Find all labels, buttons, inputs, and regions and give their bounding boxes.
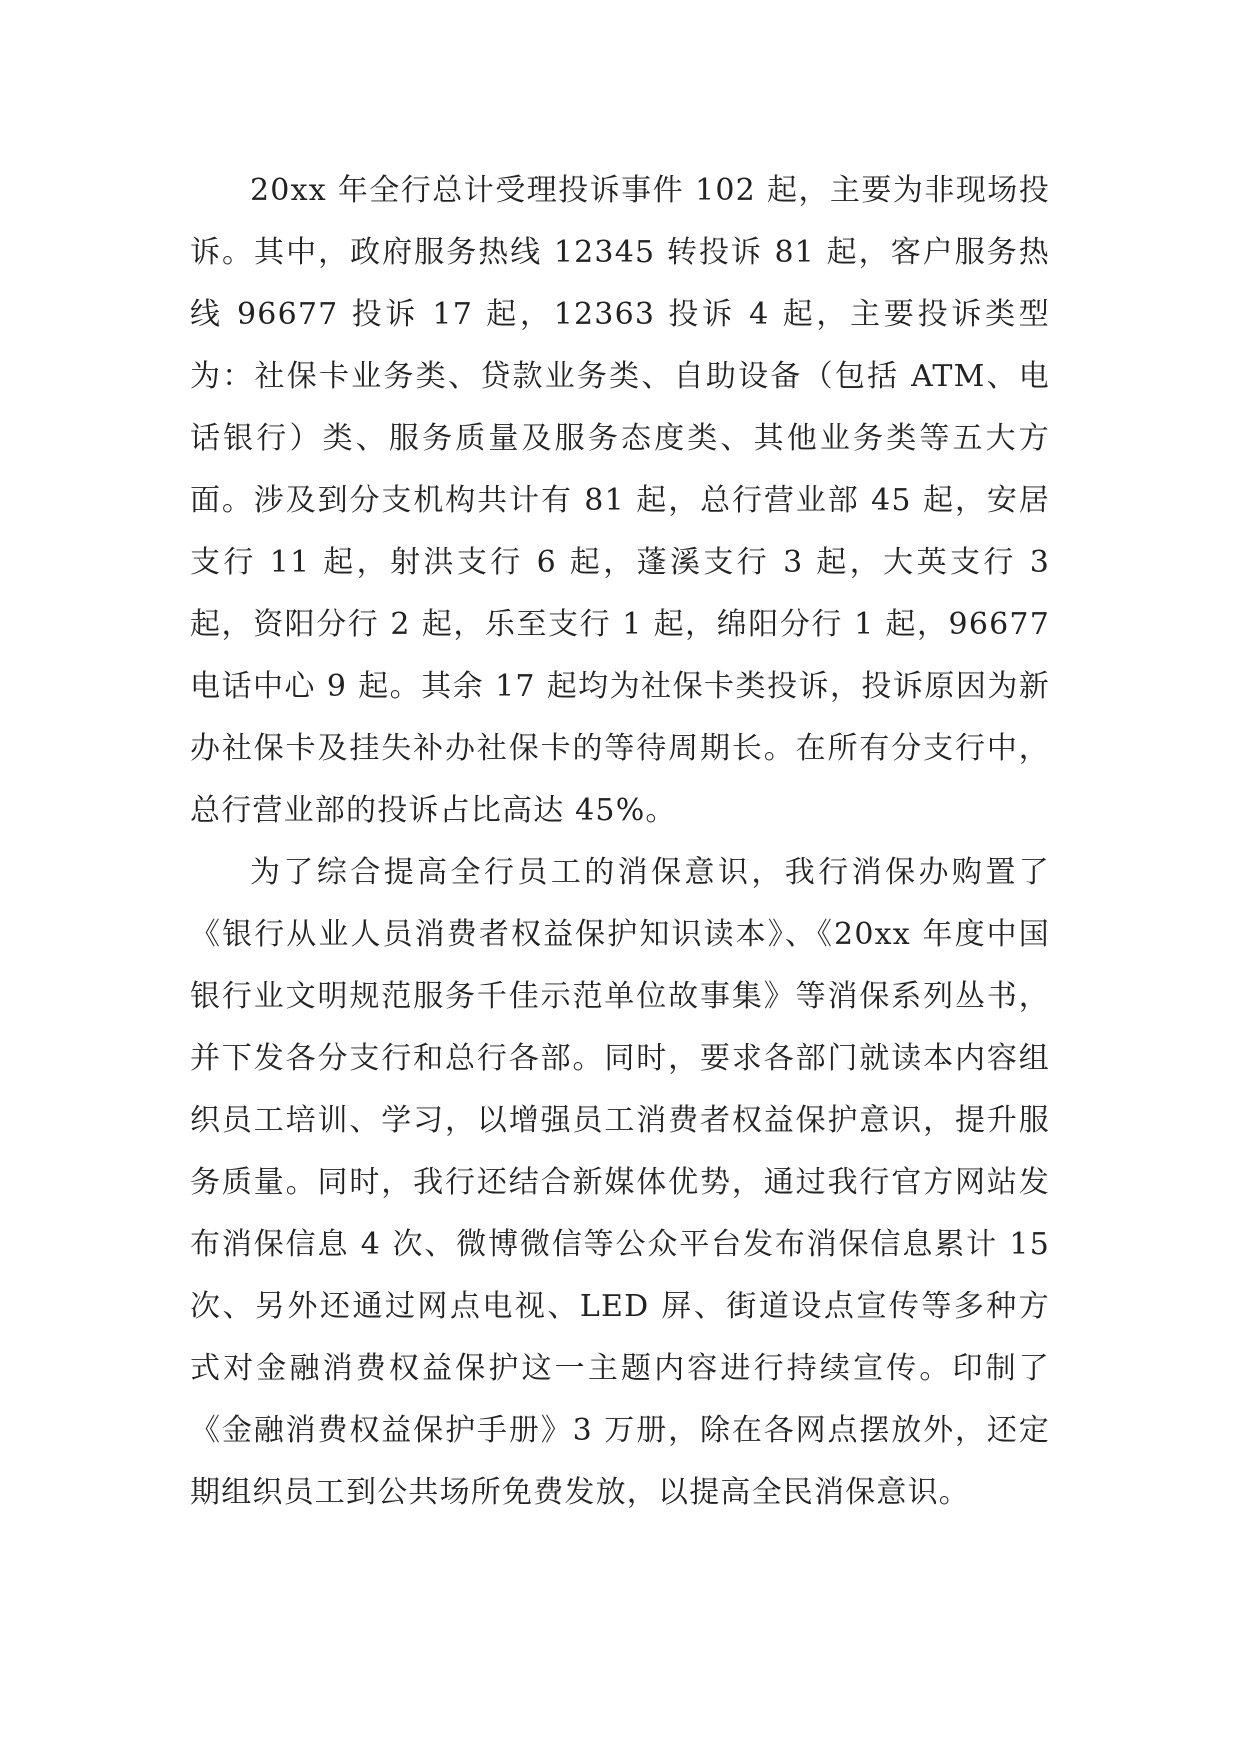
paragraph-complaints-summary: 20xx 年全行总计受理投诉事件 102 起，主要为非现场投诉。其中，政府服务热线 12345 转投诉 81 起，客户服务热线 96677 投诉 17 起，12363 投诉 4 起，主要投诉类型为：社保卡业务类、贷款业务类、自助设备（包括 ATM、电话银行）类、服务质量及服务态度类、其他业务类等五大方面。涉及到分支机构共计有 81 起，总行营业部 45 起，安居支行 11 起，射洪支行 6 起，蓬溪支行 3 起，大英支行 3 起，资阳分行 2 起，乐至支行 1 起，绵阳分行 1 起，96677 电话中心 9 起。其余 17 起均为社保卡类投诉，投诉原因为新办社保卡及挂失补办社保卡的等待周期长。在所有分支行中，总行营业部的投诉占比高达 45%。 [190,173,1050,828]
paragraph-consumer-protection-measures: 为了综合提高全行员工的消保意识，我行消保办购置了《银行从业人员消费者权益保护知识读本》、《20xx 年度中国银行业文明规范服务千佳示范单位故事集》等消保系列丛书，并下发各分支行和总行各部。同时，要求各部门就读本内容组织员工培训、学习，以增强员工消费者权益保护意识，提升服务质量。同时，我行还结合新媒体优势，通过我行官方网站发布消保信息 4 次、微博微信等公众平台发布消保信息累计 15 次、另外还通过网点电视、LED 屏、街道设点宣传等多种方式对金融消费权益保护这一主题内容进行持续宣传。印制了《金融消费权益保护手册》3 万册，除在各网点摆放外，还定期组织员工到公共场所免费发放，以提高全民消保意识。 [190,855,1050,1510]
document-body [190,160,1050,1524]
